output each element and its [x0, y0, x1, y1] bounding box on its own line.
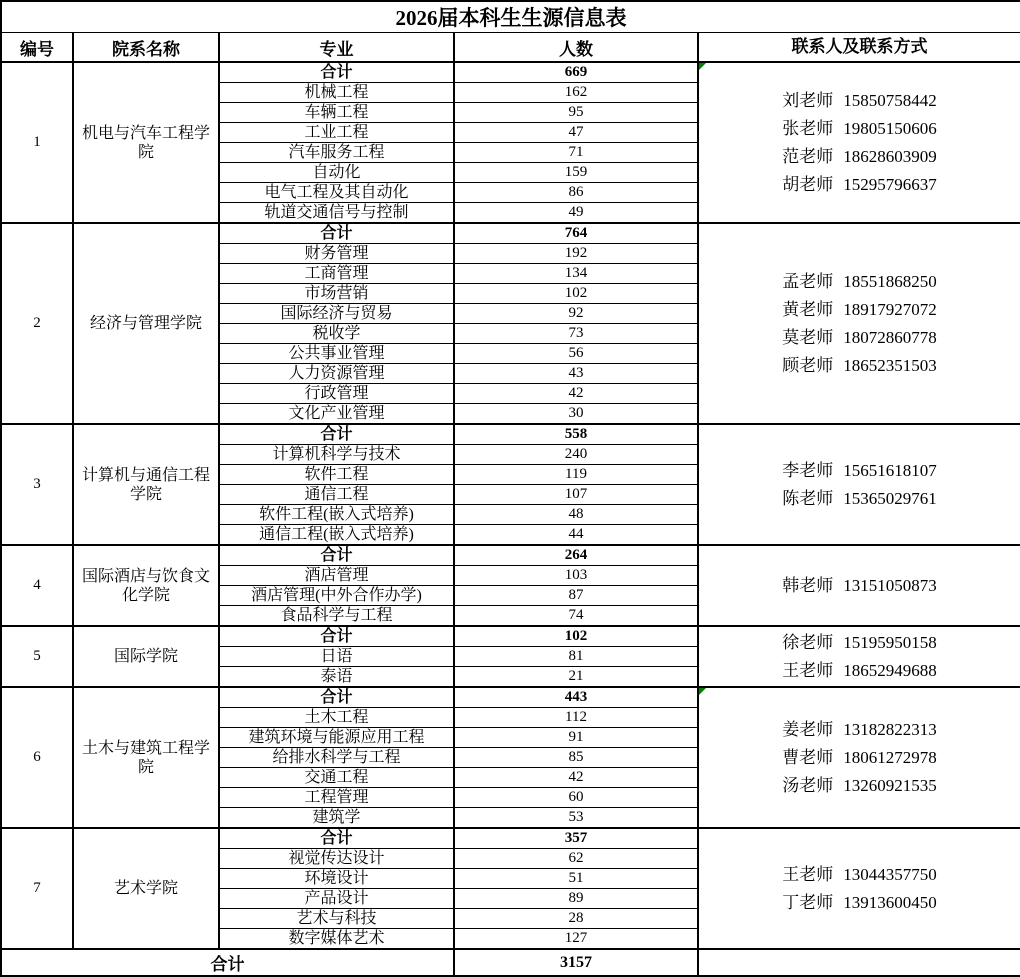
- grand-total-row: [1, 949, 1020, 976]
- major-count: 92: [454, 304, 698, 324]
- major-count: 127: [454, 929, 698, 950]
- department-name: 计算机与通信工程学院: [73, 424, 219, 545]
- section-first-row: [1, 62, 1020, 83]
- contact-teacher: 范老师: [782, 146, 834, 166]
- major-count: 60: [454, 788, 698, 808]
- major-name: 交通工程: [219, 768, 454, 788]
- section-total-count: 764: [454, 223, 698, 244]
- major-count: 30: [454, 404, 698, 425]
- contact-cell: [698, 424, 1020, 545]
- major-count: 28: [454, 909, 698, 929]
- department-name: 土木与建筑工程学院: [73, 687, 219, 828]
- contact-phone: 13182822313: [843, 719, 937, 739]
- major-count: 42: [454, 768, 698, 788]
- grand-total-contact-empty: [698, 949, 1020, 976]
- contact-cell: [698, 626, 1020, 687]
- major-name: 通信工程: [219, 485, 454, 505]
- major-count: 112: [454, 708, 698, 728]
- major-name: 税收学: [219, 324, 454, 344]
- contact-phone: 15850758442: [843, 90, 937, 110]
- contact-line: [699, 744, 1020, 772]
- section-total-label: 合计: [219, 545, 454, 566]
- major-name: 车辆工程: [219, 103, 454, 123]
- col-header-contact: 联系人及联系方式: [698, 33, 1020, 63]
- major-count: 91: [454, 728, 698, 748]
- major-name: 文化产业管理: [219, 404, 454, 425]
- section-total-count: 357: [454, 828, 698, 849]
- contact-teacher: 丁老师: [782, 892, 834, 912]
- error-indicator-icon: [699, 688, 706, 695]
- title-row: [1, 1, 1020, 33]
- major-count: 159: [454, 163, 698, 183]
- contact-line: [699, 268, 1020, 296]
- contact-teacher: 刘老师: [782, 90, 834, 110]
- major-count: 51: [454, 869, 698, 889]
- major-count: 89: [454, 889, 698, 909]
- section-first-row: [1, 223, 1020, 244]
- major-count: 240: [454, 445, 698, 465]
- contact-teacher: 王老师: [782, 660, 834, 680]
- col-header-major: 专业: [219, 33, 454, 63]
- contact-cell: [698, 687, 1020, 828]
- section-total-label: 合计: [219, 62, 454, 83]
- major-name: 通信工程(嵌入式培养): [219, 525, 454, 546]
- contact-line: [699, 87, 1020, 115]
- major-count: 95: [454, 103, 698, 123]
- contact-phone: 18551868250: [843, 271, 937, 291]
- section-total-label: 合计: [219, 687, 454, 708]
- major-name: 自动化: [219, 163, 454, 183]
- major-name: 汽车服务工程: [219, 143, 454, 163]
- section-total-count: 669: [454, 62, 698, 83]
- col-header-id: 编号: [1, 33, 73, 63]
- column-header-row: [1, 33, 1020, 63]
- major-name: 工商管理: [219, 264, 454, 284]
- department-name: 国际酒店与饮食文化学院: [73, 545, 219, 626]
- section-first-row: [1, 828, 1020, 849]
- major-name: 软件工程: [219, 465, 454, 485]
- major-count: 71: [454, 143, 698, 163]
- contact-line: [699, 485, 1020, 513]
- section-id: 6: [1, 687, 73, 828]
- contact-line: [699, 324, 1020, 352]
- section-total-count: 102: [454, 626, 698, 647]
- contact-cell: [698, 62, 1020, 223]
- major-name: 机械工程: [219, 83, 454, 103]
- contact-line: [699, 716, 1020, 744]
- contact-phone: 13913600450: [843, 892, 937, 912]
- contact-phone: 18072860778: [843, 327, 937, 347]
- section-total-label: 合计: [219, 223, 454, 244]
- contact-cell: [698, 828, 1020, 949]
- major-count: 62: [454, 849, 698, 869]
- major-count: 74: [454, 606, 698, 627]
- section-first-row: [1, 424, 1020, 445]
- department-name: 国际学院: [73, 626, 219, 687]
- contact-line: [699, 115, 1020, 143]
- major-count: 134: [454, 264, 698, 284]
- major-name: 行政管理: [219, 384, 454, 404]
- contact-teacher: 曹老师: [782, 747, 834, 767]
- page-title: 2026届本科生生源信息表: [1, 1, 1020, 33]
- contact-phone: 18061272978: [843, 747, 937, 767]
- major-name: 公共事业管理: [219, 344, 454, 364]
- major-count: 73: [454, 324, 698, 344]
- contact-phone: 18917927072: [843, 299, 937, 319]
- major-count: 81: [454, 647, 698, 667]
- contact-phone: 18652351503: [843, 355, 937, 375]
- major-count: 49: [454, 203, 698, 224]
- major-count: 53: [454, 808, 698, 829]
- contact-phone: 19805150606: [843, 118, 937, 138]
- major-count: 47: [454, 123, 698, 143]
- contact-teacher: 陈老师: [782, 488, 834, 508]
- major-name: 土木工程: [219, 708, 454, 728]
- section-first-row: [1, 687, 1020, 708]
- contact-teacher: 李老师: [782, 460, 834, 480]
- major-name: 轨道交通信号与控制: [219, 203, 454, 224]
- major-name: 人力资源管理: [219, 364, 454, 384]
- contact-phone: 13260921535: [843, 775, 937, 795]
- major-name: 工业工程: [219, 123, 454, 143]
- major-count: 43: [454, 364, 698, 384]
- major-count: 87: [454, 586, 698, 606]
- major-name: 建筑学: [219, 808, 454, 829]
- contact-teacher: 汤老师: [782, 775, 834, 795]
- section-total-count: 264: [454, 545, 698, 566]
- error-indicator-icon: [699, 63, 706, 70]
- major-name: 计算机科学与技术: [219, 445, 454, 465]
- grand-total-label: 合计: [1, 949, 454, 976]
- section-first-row: [1, 626, 1020, 647]
- major-name: 艺术与科技: [219, 909, 454, 929]
- section-id: 2: [1, 223, 73, 424]
- major-name: 市场营销: [219, 284, 454, 304]
- contact-phone: 18628603909: [843, 146, 937, 166]
- major-name: 酒店管理(中外合作办学): [219, 586, 454, 606]
- major-count: 44: [454, 525, 698, 546]
- contact-phone: 15195950158: [843, 632, 937, 652]
- major-count: 48: [454, 505, 698, 525]
- contact-line: [699, 772, 1020, 800]
- contact-teacher: 王老师: [782, 864, 834, 884]
- major-count: 102: [454, 284, 698, 304]
- major-name: 食品科学与工程: [219, 606, 454, 627]
- contact-phone: 15295796637: [843, 174, 937, 194]
- contact-teacher: 徐老师: [782, 632, 834, 652]
- major-count: 162: [454, 83, 698, 103]
- major-name: 环境设计: [219, 869, 454, 889]
- major-name: 视觉传达设计: [219, 849, 454, 869]
- department-name: 艺术学院: [73, 828, 219, 949]
- contact-line: [699, 457, 1020, 485]
- section-id: 7: [1, 828, 73, 949]
- major-name: 产品设计: [219, 889, 454, 909]
- col-header-department: 院系名称: [73, 33, 219, 63]
- department-name: 机电与汽车工程学院: [73, 62, 219, 223]
- major-count: 103: [454, 566, 698, 586]
- contact-line: [699, 657, 1020, 685]
- contact-line: [699, 352, 1020, 380]
- section-total-label: 合计: [219, 626, 454, 647]
- section-id: 5: [1, 626, 73, 687]
- major-count: 21: [454, 667, 698, 688]
- major-name: 财务管理: [219, 244, 454, 264]
- major-count: 192: [454, 244, 698, 264]
- section-id: 4: [1, 545, 73, 626]
- contact-teacher: 莫老师: [782, 327, 834, 347]
- contact-teacher: 黄老师: [782, 299, 834, 319]
- contact-line: [699, 861, 1020, 889]
- major-name: 软件工程(嵌入式培养): [219, 505, 454, 525]
- contact-teacher: 顾老师: [782, 355, 834, 375]
- major-count: 85: [454, 748, 698, 768]
- section-id: 3: [1, 424, 73, 545]
- major-count: 119: [454, 465, 698, 485]
- contact-phone: 15365029761: [843, 488, 937, 508]
- contact-phone: 13151050873: [843, 575, 937, 595]
- contact-teacher: 姜老师: [782, 719, 834, 739]
- contact-line: [699, 296, 1020, 324]
- major-name: 泰语: [219, 667, 454, 688]
- contact-line: [699, 629, 1020, 657]
- major-name: 国际经济与贸易: [219, 304, 454, 324]
- contact-cell: [698, 545, 1020, 626]
- department-name: 经济与管理学院: [73, 223, 219, 424]
- major-count: 86: [454, 183, 698, 203]
- contact-phone: 15651618107: [843, 460, 937, 480]
- major-name: 给排水科学与工程: [219, 748, 454, 768]
- contact-phone: 13044357750: [843, 864, 937, 884]
- contact-cell: [698, 223, 1020, 424]
- contact-teacher: 韩老师: [782, 575, 834, 595]
- contact-line: [699, 171, 1020, 199]
- contact-phone: 18652949688: [843, 660, 937, 680]
- major-name: 酒店管理: [219, 566, 454, 586]
- major-count: 107: [454, 485, 698, 505]
- section-total-count: 558: [454, 424, 698, 445]
- major-name: 电气工程及其自动化: [219, 183, 454, 203]
- major-name: 数字媒体艺术: [219, 929, 454, 950]
- major-count: 42: [454, 384, 698, 404]
- col-header-count: 人数: [454, 33, 698, 63]
- contact-teacher: 张老师: [782, 118, 834, 138]
- section-first-row: [1, 545, 1020, 566]
- contact-line: [699, 143, 1020, 171]
- major-name: 日语: [219, 647, 454, 667]
- major-name: 建筑环境与能源应用工程: [219, 728, 454, 748]
- contact-line: [699, 572, 1020, 600]
- section-total-label: 合计: [219, 828, 454, 849]
- major-name: 工程管理: [219, 788, 454, 808]
- section-total-label: 合计: [219, 424, 454, 445]
- contact-teacher: 胡老师: [782, 174, 834, 194]
- section-id: 1: [1, 62, 73, 223]
- major-count: 56: [454, 344, 698, 364]
- contact-teacher: 孟老师: [782, 271, 834, 291]
- contact-line: [699, 889, 1020, 917]
- grand-total-count: 3157: [454, 949, 698, 976]
- section-total-count: 443: [454, 687, 698, 708]
